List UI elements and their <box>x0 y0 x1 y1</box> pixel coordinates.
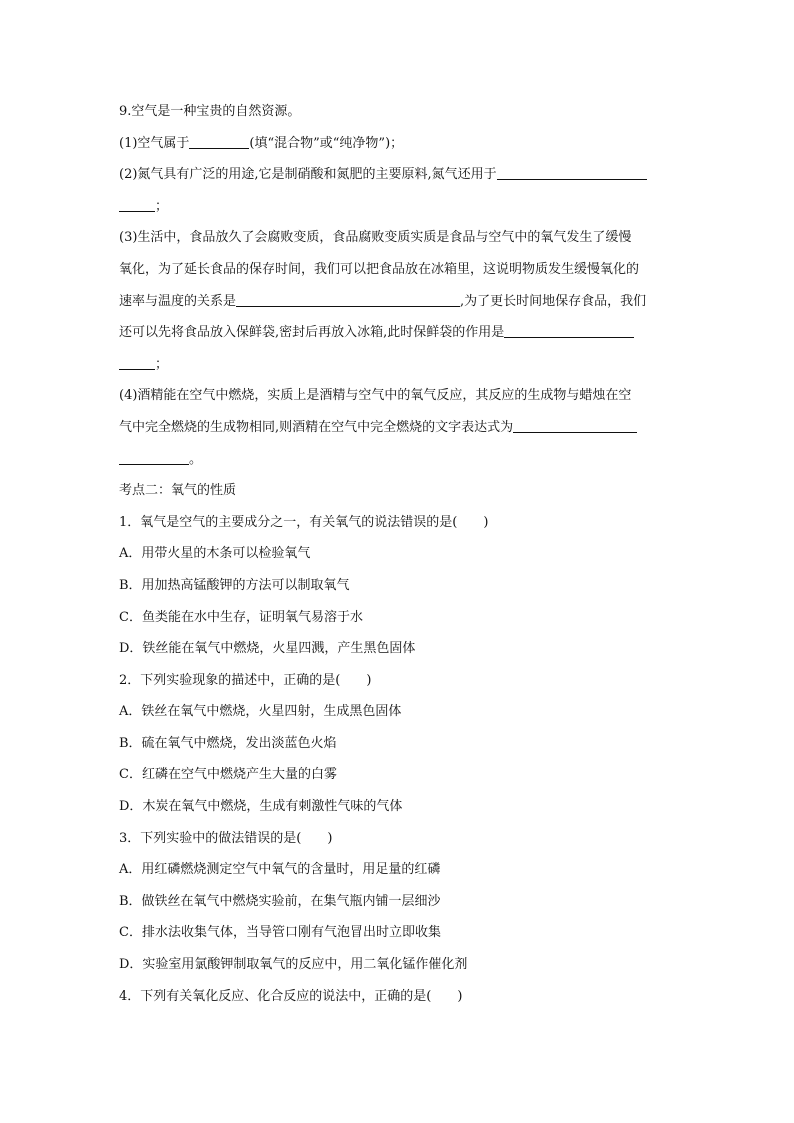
q9-p2-end: ； <box>155 198 169 214</box>
q9-p1-text-b: (填“混合物”或“纯净物”)； <box>249 135 404 151</box>
question-2-option-b[interactable]: B．硫在氧气中燃烧，发出淡蓝色火焰 <box>119 735 337 751</box>
question-3-option-b[interactable]: B．做铁丝在氧气中燃烧实验前，在集气瓶内铺一层细沙 <box>119 893 441 909</box>
question-4-stem: 4．下列有关氧化反应、化合反应的说法中，正确的是( ) <box>119 988 463 1004</box>
q9-p3-text-c: 还可以先将食品放入保鲜袋,密封后再放入冰箱,此时保鲜袋的作用是 <box>119 325 505 341</box>
worksheet-page <box>119 96 679 1012</box>
q9-p3-end: ； <box>155 356 169 372</box>
question-9-part-3-line-1: (3)生活中，食品放久了会腐败变质，食品腐败变质实质是食品与空气中的氧气发生了缓慢 <box>119 230 632 246</box>
answer-blank-q9-4[interactable] <box>513 418 637 433</box>
question-2-option-c[interactable]: C．红磷在空气中燃烧产生大量的白雾 <box>119 767 337 783</box>
question-2-stem: 2．下列实验现象的描述中，正确的是( ) <box>119 672 372 688</box>
section-heading: 考点二：氧气的性质 <box>119 483 237 499</box>
question-9-part-3-line-4 <box>119 317 679 349</box>
question-list <box>119 507 679 1013</box>
question-9-part-4-line-1: (4)酒精能在空气中燃烧，实质上是酒精与空气中的氧气反应，其反应的生成物与蜡烛在空 <box>119 388 632 404</box>
question-9-part-3-line-3 <box>119 286 679 318</box>
answer-blank-q9-3b[interactable] <box>504 323 634 338</box>
question-3-option-c[interactable]: C．排水法收集气体，当导管口刚有气泡冒出时立即收集 <box>119 925 441 941</box>
question-3-option-a[interactable]: A．用红磷燃烧测定空气中氧气的含量时，用足量的红磷 <box>119 862 441 878</box>
question-9-part-2 <box>119 159 679 191</box>
question-9-title: 9.空气是一种宝贵的自然资源。 <box>119 104 301 119</box>
answer-blank-q9-2[interactable] <box>497 165 647 180</box>
q9-p3-text-b: ,为了更长时间地保存食品，我们 <box>460 293 647 309</box>
answer-blank-q9-2-cont[interactable] <box>119 197 155 212</box>
q9-p4-end: 。 <box>189 451 203 467</box>
question-3-stem: 3．下列实验中的做法错误的是( ) <box>119 830 333 846</box>
question-1-option-d[interactable]: D．铁丝能在氧气中燃烧，火星四溅，产生黑色固体 <box>119 641 416 657</box>
question-1-option-b[interactable]: B．用加热高锰酸钾的方法可以制取氧气 <box>119 577 350 593</box>
question-1-stem: 1．氧气是空气的主要成分之一，有关氧气的说法错误的是( ) <box>119 514 489 530</box>
q9-p2-text: (2)氮气具有广泛的用途,它是制硝酸和氮肥的主要原料,氮气还用于 <box>119 167 497 183</box>
question-9-part-3-line-5 <box>119 349 679 381</box>
question-1-option-a[interactable]: A．用带火星的木条可以检验氧气 <box>119 546 311 562</box>
question-3-option-d[interactable]: D．实验室用氯酸钾制取氧气的反应中，用二氧化锰作催化剂 <box>119 957 468 973</box>
question-9-part-4-line-2 <box>119 412 679 444</box>
answer-blank-q9-1[interactable] <box>189 134 249 149</box>
question-9-part-1 <box>119 128 679 160</box>
question-9-part-3-line-2: 氧化，为了延长食品的保存时间，我们可以把食品放在冰箱里，这说明物质发生缓慢氧化的 <box>119 261 640 277</box>
question-1-option-c[interactable]: C．鱼类能在水中生存，证明氧气易溶于水 <box>119 609 363 625</box>
question-2-option-d[interactable]: D．木炭在氧气中燃烧，生成有刺激性气味的气体 <box>119 799 403 815</box>
question-9-part-2-cont <box>119 191 679 223</box>
answer-blank-q9-3a[interactable] <box>236 292 460 307</box>
answer-blank-q9-3b-cont[interactable] <box>119 355 155 370</box>
question-2-option-a[interactable]: A．铁丝在氧气中燃烧，火星四射，生成黑色固体 <box>119 704 402 720</box>
q9-p3-text-a: 速率与温度的关系是 <box>119 293 237 309</box>
q9-p4-text: 气中完全燃烧的生成物相同,则酒精在空气中完全燃烧的文字表达式为 <box>119 419 514 435</box>
q9-p1-text-a: (1)空气属于 <box>119 135 190 151</box>
question-9-part-4-line-3 <box>119 444 679 476</box>
answer-blank-q9-4-cont[interactable] <box>119 450 189 465</box>
